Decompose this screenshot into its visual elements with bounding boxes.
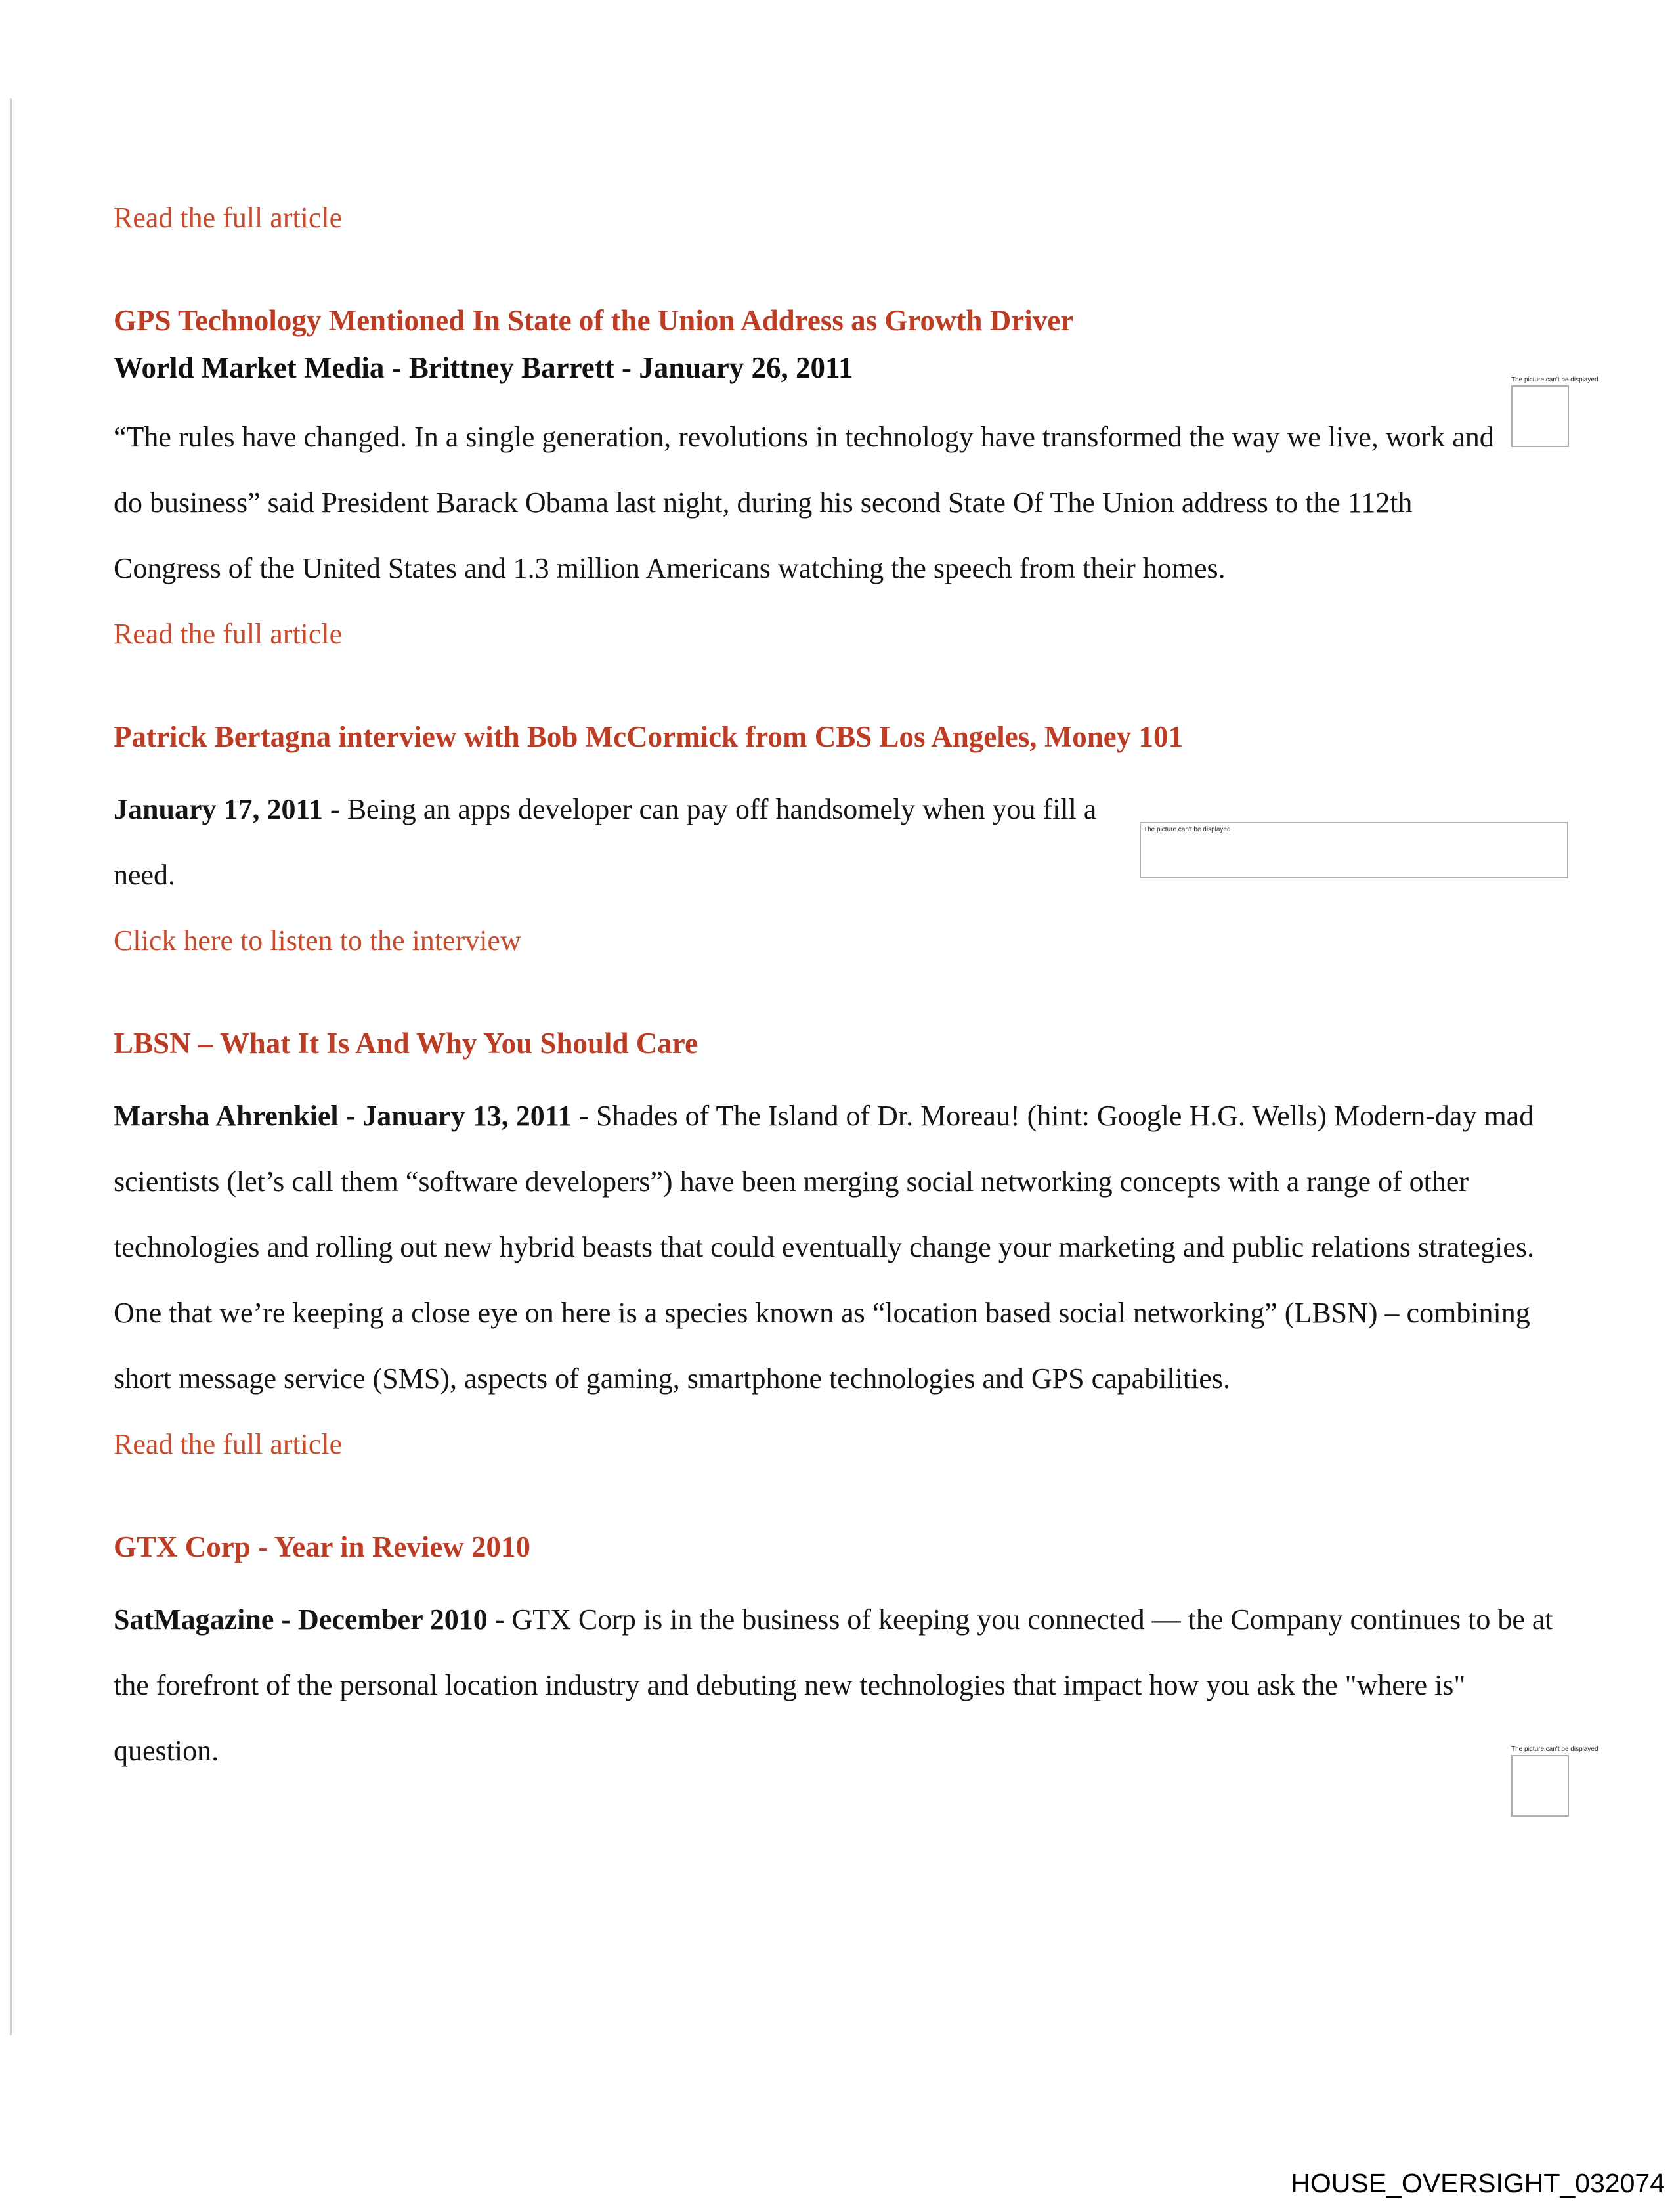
article-date: January 17, 2011 <box>114 793 324 825</box>
article-byline-inline: Marsha Ahrenkiel - January 13, 2011 <box>114 1100 572 1132</box>
article-gps-state-of-union <box>114 297 1564 667</box>
article-heading: GPS Technology Mentioned In State of the Union Address as Growth Driver <box>114 304 1074 337</box>
read-full-article-link[interactable]: Read the full article <box>114 202 343 234</box>
read-full-article-link[interactable]: Read the full article <box>114 1428 343 1460</box>
article-heading: GTX Corp - Year in Review 2010 <box>114 1530 530 1563</box>
article-paragraph: One that we’re keeping a close eye on here is a species known as “location based social networking” (LBSN) – combining short message service (SMS), aspects of gaming, smartphone technologies and GPS capabilities. <box>114 1297 1530 1395</box>
article-paragraph <box>114 1587 1564 1784</box>
article-paragraph <box>114 777 1138 908</box>
read-full-article-link[interactable]: Read the full article <box>114 618 343 650</box>
article-byline: World Market Media - Brittney Barrett - January 26, 2011 <box>114 351 853 384</box>
document-content <box>114 185 1564 1784</box>
article-heading: LBSN – What It Is And Why You Should Care <box>114 1027 698 1060</box>
article-lbsn <box>114 1020 1564 1477</box>
article-byline-inline: SatMagazine - December 2010 <box>114 1603 488 1636</box>
article-paragraph: “The rules have changed. In a single generation, revolutions in technology have transformed the way we live, work and do business” said President Barack Obama last night, during his second State Of The Union address to the 112th Congress of the United States and 1.3 million Americans watching the speech from their homes. <box>114 421 1494 584</box>
listen-to-interview-link[interactable]: Click here to listen to the interview <box>114 924 521 957</box>
article-patrick-bertagna-interview <box>114 713 1564 974</box>
broken-image-caption: The picture can't be displayed <box>1511 1746 1599 1753</box>
article-text: - Shades of The Island of Dr. Moreau! (hint: Google H.G. Wells) Modern-day mad scientists (let’s call them “software developers”) have been merging social networking concepts with a range of other technologies and rolling out new hybrid beasts that could eventually change your marketing and public relations strategies. <box>114 1100 1534 1263</box>
article-gtx-year-in-review <box>114 1523 1564 1784</box>
article-text: - Being an apps developer can pay off handsomely when you fill a need. <box>114 793 1097 891</box>
scan-artifact-line <box>10 98 12 2035</box>
bates-number: HOUSE_OVERSIGHT_032074 <box>1291 2168 1665 2198</box>
article-heading: Patrick Bertagna interview with Bob McCormick from CBS Los Angeles, Money 101 <box>114 720 1183 753</box>
article-text: - GTX Corp is in the business of keeping you connected — the Company continues to be at the forefront of the personal location industry and debuting new technologies that impact how you ask the "where is" question. <box>114 1603 1553 1767</box>
article-paragraph <box>114 1083 1564 1280</box>
broken-image-caption: The picture can't be displayed <box>1511 376 1599 383</box>
broken-image-caption: The picture can't be displayed <box>1144 826 1231 833</box>
